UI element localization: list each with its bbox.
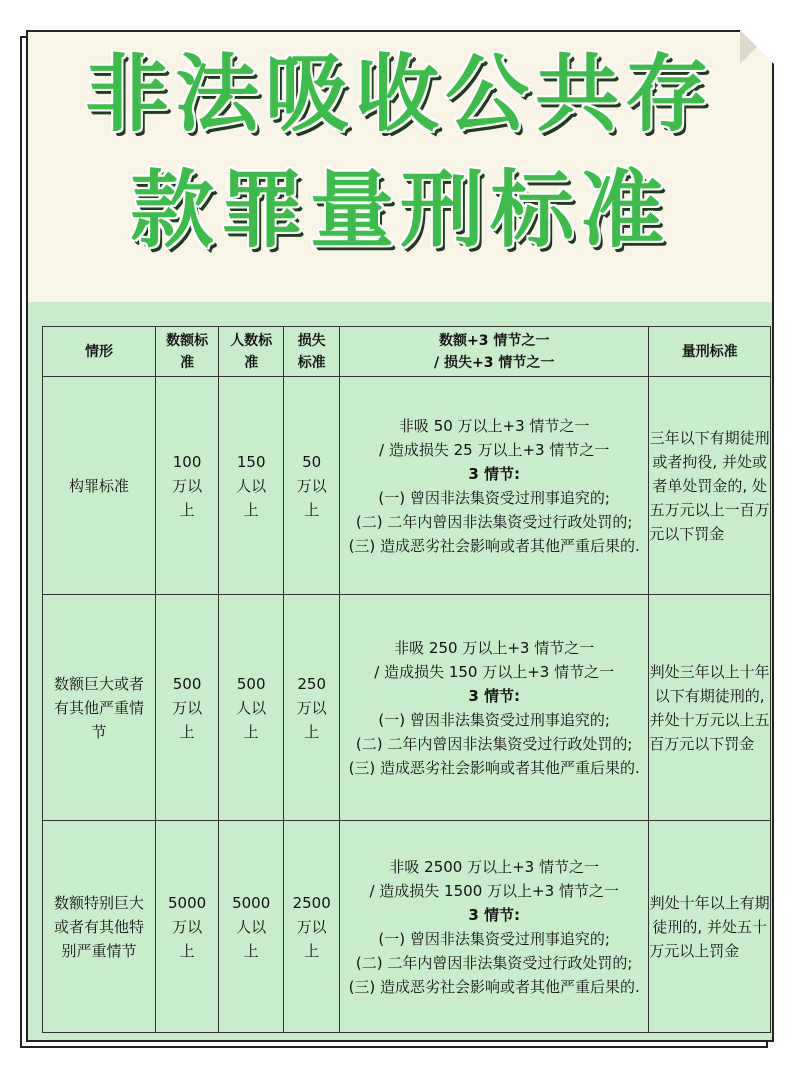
cond-head: 3 情节: xyxy=(468,686,521,705)
table-row xyxy=(43,595,771,821)
cell-situation: 数额巨大或者有其他严重情节 xyxy=(43,595,156,821)
cond-item3: (三) 造成恶劣社会影响或者其他严重后果的. xyxy=(348,977,640,996)
cell-sentence: 三年以下有期徒刑或者拘役, 并处或者单处罚金的, 处五万元以上一百万元以下罚金 xyxy=(649,377,771,595)
paper-sheet xyxy=(26,30,774,1042)
cell-amount: 5000 万以上 xyxy=(156,821,219,1033)
header-conditions-line2: / 损失+3 情节之一 xyxy=(434,354,555,371)
cond-item2: (二) 二年内曾因非法集资受过行政处罚的; xyxy=(355,512,633,531)
header-conditions xyxy=(340,327,649,377)
header-people: 人数标准 xyxy=(219,327,284,377)
cell-conditions xyxy=(340,377,649,595)
header-situation: 情形 xyxy=(43,327,156,377)
cond-item3: (三) 造成恶劣社会影响或者其他严重后果的. xyxy=(348,536,640,555)
cell-people: 150 人以上 xyxy=(219,377,284,595)
cond-line1: 非吸 250 万以上+3 情节之一 xyxy=(394,638,595,657)
cell-loss: 2500 万以上 xyxy=(284,821,340,1033)
cell-situation: 数额特别巨大或者有其他特别严重情节 xyxy=(43,821,156,1033)
cond-item1: (一) 曾因非法集资受过刑事追究的; xyxy=(378,488,610,507)
cell-situation: 构罪标准 xyxy=(43,377,156,595)
cell-amount: 100 万以上 xyxy=(156,377,219,595)
table-row xyxy=(43,821,771,1033)
page-title-line1: 非法吸收公共存 xyxy=(84,45,715,143)
cond-head: 3 情节: xyxy=(468,905,521,924)
cond-item3: (三) 造成恶劣社会影响或者其他严重后果的. xyxy=(348,758,640,777)
cond-line2: / 造成损失 150 万以上+3 情节之一 xyxy=(374,662,615,681)
cond-item2: (二) 二年内曾因非法集资受过行政处罚的; xyxy=(355,734,633,753)
sentencing-table xyxy=(42,326,771,1033)
cell-loss: 250 万以上 xyxy=(284,595,340,821)
cond-line1: 非吸 50 万以上+3 情节之一 xyxy=(398,416,590,435)
cond-line1: 非吸 2500 万以上+3 情节之一 xyxy=(389,857,599,876)
cell-sentence: 判处十年以上有期徒刑的, 并处五十万元以上罚金 xyxy=(649,821,771,1033)
cond-item1: (一) 曾因非法集资受过刑事追究的; xyxy=(378,929,610,948)
cond-line2: / 造成损失 1500 万以上+3 情节之一 xyxy=(369,881,619,900)
cell-people: 5000 人以上 xyxy=(219,821,284,1033)
header-loss: 损失标准 xyxy=(284,327,340,377)
cond-item2: (二) 二年内曾因非法集资受过行政处罚的; xyxy=(355,953,633,972)
cell-loss: 50 万以上 xyxy=(284,377,340,595)
table-header-row xyxy=(43,327,771,377)
header-amount: 数额标准 xyxy=(156,327,219,377)
header-sentence: 量刑标准 xyxy=(649,327,771,377)
cond-item1: (一) 曾因非法集资受过刑事追究的; xyxy=(378,710,610,729)
cell-conditions xyxy=(340,821,649,1033)
table-row xyxy=(43,377,771,595)
cond-head: 3 情节: xyxy=(468,464,521,483)
cell-conditions xyxy=(340,595,649,821)
header-conditions-line1: 数额+3 情节之一 xyxy=(439,332,550,349)
cell-sentence: 判处三年以上十年以下有期徒刑的, 并处十万元以上五百万元以下罚金 xyxy=(649,595,771,821)
cell-amount: 500 万以上 xyxy=(156,595,219,821)
cell-people: 500 人以上 xyxy=(219,595,284,821)
cond-line2: / 造成损失 25 万以上+3 情节之一 xyxy=(379,440,610,459)
page-title-line2: 款罪量刑标准 xyxy=(129,161,670,259)
